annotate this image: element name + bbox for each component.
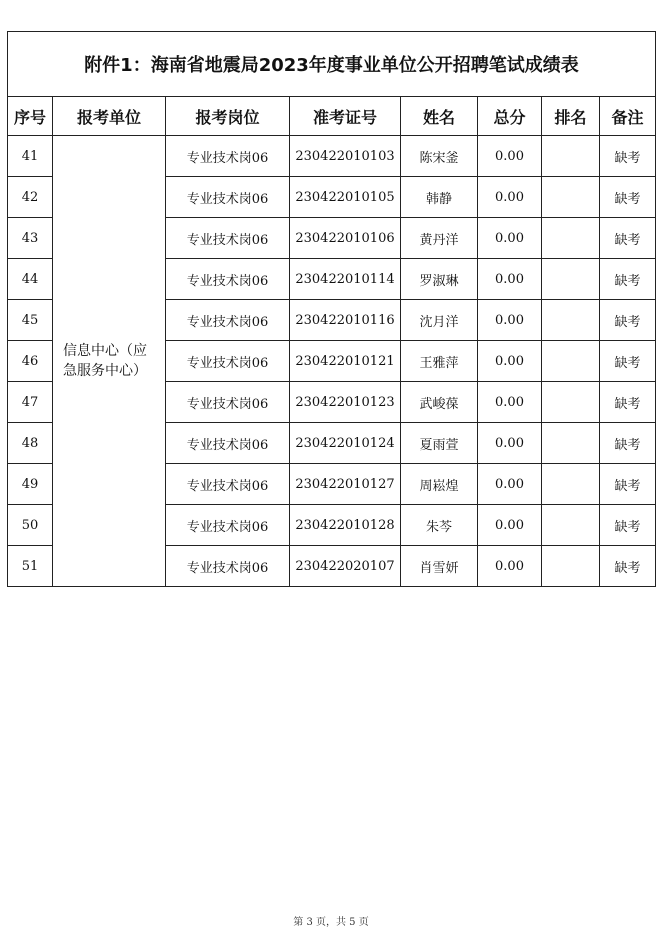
cell-name: 武峻葆 xyxy=(401,382,478,423)
header-rank: 排名 xyxy=(542,97,600,136)
cell-rank xyxy=(542,464,600,505)
cell-score: 0.00 xyxy=(478,423,542,464)
cell-rank xyxy=(542,382,600,423)
cell-score: 0.00 xyxy=(478,300,542,341)
cell-remark: 缺考 xyxy=(600,218,656,259)
cell-exam-id: 230422010123 xyxy=(290,382,401,423)
cell-no: 48 xyxy=(8,423,53,464)
cell-rank xyxy=(542,341,600,382)
cell-post: 专业技术岗06 xyxy=(166,218,290,259)
cell-post: 专业技术岗06 xyxy=(166,300,290,341)
cell-name: 肖雪妍 xyxy=(401,546,478,587)
cell-exam-id: 230422010114 xyxy=(290,259,401,300)
cell-no: 47 xyxy=(8,382,53,423)
table-row xyxy=(8,136,656,177)
cell-post: 专业技术岗06 xyxy=(166,464,290,505)
cell-name: 沈月洋 xyxy=(401,300,478,341)
cell-post: 专业技术岗06 xyxy=(166,423,290,464)
cell-exam-id: 230422020107 xyxy=(290,546,401,587)
table-title: 附件1：海南省地震局2023年度事业单位公开招聘笔试成绩表 xyxy=(8,32,656,97)
cell-remark: 缺考 xyxy=(600,382,656,423)
cell-name: 王雅萍 xyxy=(401,341,478,382)
header-exam-id: 准考证号 xyxy=(290,97,401,136)
header-row xyxy=(8,97,656,136)
cell-exam-id: 230422010124 xyxy=(290,423,401,464)
cell-post: 专业技术岗06 xyxy=(166,341,290,382)
cell-remark: 缺考 xyxy=(600,177,656,218)
cell-rank xyxy=(542,300,600,341)
cell-post: 专业技术岗06 xyxy=(166,382,290,423)
cell-score: 0.00 xyxy=(478,505,542,546)
cell-exam-id: 230422010121 xyxy=(290,341,401,382)
cell-score: 0.00 xyxy=(478,382,542,423)
cell-no: 51 xyxy=(8,546,53,587)
header-score: 总分 xyxy=(478,97,542,136)
cell-post: 专业技术岗06 xyxy=(166,259,290,300)
cell-name: 周崧煌 xyxy=(401,464,478,505)
cell-exam-id: 230422010105 xyxy=(290,177,401,218)
cell-score: 0.00 xyxy=(478,259,542,300)
cell-post: 专业技术岗06 xyxy=(166,177,290,218)
cell-no: 41 xyxy=(8,136,53,177)
cell-no: 50 xyxy=(8,505,53,546)
cell-exam-id: 230422010128 xyxy=(290,505,401,546)
cell-post: 专业技术岗06 xyxy=(166,136,290,177)
cell-remark: 缺考 xyxy=(600,464,656,505)
header-unit: 报考单位 xyxy=(53,97,166,136)
cell-exam-id: 230422010116 xyxy=(290,300,401,341)
cell-rank xyxy=(542,259,600,300)
cell-rank xyxy=(542,136,600,177)
header-name: 姓名 xyxy=(401,97,478,136)
cell-exam-id: 230422010106 xyxy=(290,218,401,259)
cell-rank xyxy=(542,546,600,587)
cell-post: 专业技术岗06 xyxy=(166,546,290,587)
cell-rank xyxy=(542,505,600,546)
cell-exam-id: 230422010103 xyxy=(290,136,401,177)
header-post: 报考岗位 xyxy=(166,97,290,136)
cell-no: 43 xyxy=(8,218,53,259)
cell-name: 夏雨萱 xyxy=(401,423,478,464)
cell-name: 韩静 xyxy=(401,177,478,218)
cell-score: 0.00 xyxy=(478,218,542,259)
cell-remark: 缺考 xyxy=(600,423,656,464)
cell-no: 44 xyxy=(8,259,53,300)
cell-name: 罗淑琳 xyxy=(401,259,478,300)
cell-remark: 缺考 xyxy=(600,505,656,546)
cell-score: 0.00 xyxy=(478,136,542,177)
cell-post: 专业技术岗06 xyxy=(166,505,290,546)
cell-score: 0.00 xyxy=(478,464,542,505)
cell-unit: 信息中心（应急服务中心） xyxy=(53,136,166,587)
score-sheet xyxy=(7,31,655,587)
cell-name: 朱芩 xyxy=(401,505,478,546)
cell-score: 0.00 xyxy=(478,341,542,382)
cell-no: 42 xyxy=(8,177,53,218)
table-body xyxy=(8,136,656,587)
header-remark: 备注 xyxy=(600,97,656,136)
cell-remark: 缺考 xyxy=(600,341,656,382)
cell-rank xyxy=(542,218,600,259)
cell-name: 黄丹洋 xyxy=(401,218,478,259)
cell-score: 0.00 xyxy=(478,177,542,218)
cell-exam-id: 230422010127 xyxy=(290,464,401,505)
cell-remark: 缺考 xyxy=(600,259,656,300)
score-table xyxy=(7,31,656,587)
title-row xyxy=(8,32,656,97)
cell-no: 49 xyxy=(8,464,53,505)
cell-rank xyxy=(542,423,600,464)
cell-score: 0.00 xyxy=(478,546,542,587)
cell-remark: 缺考 xyxy=(600,300,656,341)
page-footer: 第 3 页，共 5 页 xyxy=(293,917,369,928)
cell-remark: 缺考 xyxy=(600,546,656,587)
cell-no: 46 xyxy=(8,341,53,382)
cell-no: 45 xyxy=(8,300,53,341)
cell-rank xyxy=(542,177,600,218)
cell-name: 陈宋釜 xyxy=(401,136,478,177)
header-no: 序号 xyxy=(8,97,53,136)
cell-remark: 缺考 xyxy=(600,136,656,177)
